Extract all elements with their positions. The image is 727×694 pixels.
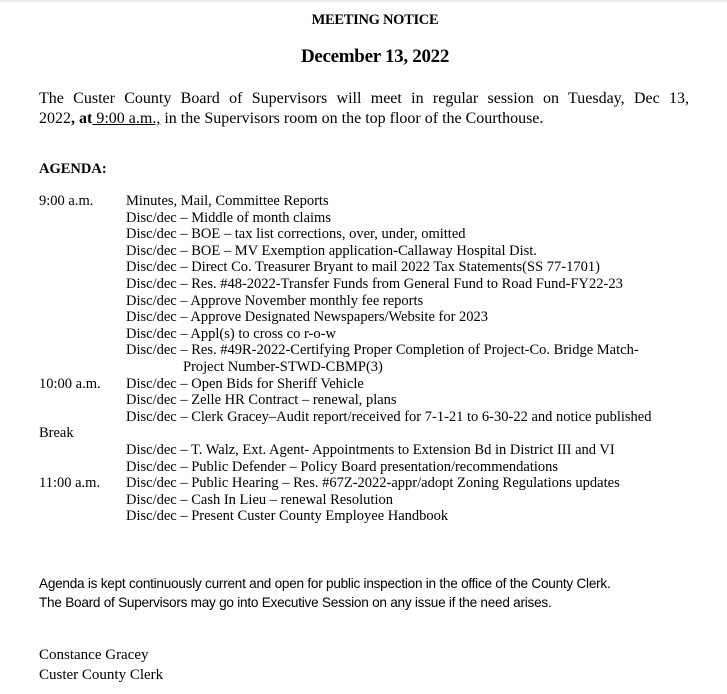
agenda-item: Disc/dec – Zelle HR Contract – renewal, plans xyxy=(126,392,397,409)
agenda-item: Disc/dec – Approve Designated Newspapers/Website for 2023 xyxy=(126,309,489,326)
agenda-item: Disc/dec – Direct Co. Treasurer Bryant to mail 2022 Tax Statements(SS 77-1701) xyxy=(126,259,600,276)
agenda-time: 11:00 a.m. xyxy=(39,475,101,492)
signature-title: Custer County Clerk xyxy=(39,667,164,683)
agenda-row xyxy=(39,425,719,442)
intro-location: in the Supervisors room on the top floor of the Courthouse. xyxy=(160,110,544,127)
signature-name: Constance Gracey xyxy=(39,647,149,663)
agenda-row xyxy=(39,342,719,359)
agenda-item: Disc/dec – Cash In Lieu – renewal Resolution xyxy=(126,491,393,508)
agenda-row xyxy=(39,259,719,276)
agenda-item: Disc/dec – Approve November monthly fee reports xyxy=(126,292,424,309)
agenda-item: Disc/dec – Open Bids for Sheriff Vehicle xyxy=(126,375,364,392)
agenda-item: Disc/dec – BOE – tax list corrections, over, under, omitted xyxy=(126,226,466,243)
agenda-item: Disc/dec – Appl(s) to cross co r-o-w xyxy=(126,325,336,342)
intro-time-underlined: 9:00 a.m., xyxy=(92,110,161,127)
agenda-row xyxy=(39,309,719,326)
agenda-row xyxy=(39,193,719,210)
agenda-item: Disc/dec – T. Walz, Ext. Agent- Appointments to Extension Bd in District III and VI xyxy=(126,441,615,458)
page-top-edge xyxy=(0,0,727,3)
notice-title: MEETING NOTICE xyxy=(311,12,439,28)
agenda-item: Disc/dec – Present Custer County Employee Handbook xyxy=(126,508,449,525)
intro-line-1: The Custer County Board of Supervisors will meet in regular session on Tuesday, Dec 13, xyxy=(39,90,689,107)
agenda-row xyxy=(39,508,719,525)
agenda-row xyxy=(39,376,719,393)
agenda-row xyxy=(39,459,719,476)
agenda-item: Disc/dec – Res. #48-2022-Transfer Funds from General Fund to Road Fund-FY22-23 xyxy=(126,275,623,292)
agenda-time: Break xyxy=(39,425,74,442)
footer-note-line-1: Agenda is kept continuously current and open for public inspection in the office of the County Clerk. xyxy=(39,576,611,591)
intro-at-bold: , at xyxy=(71,110,93,127)
agenda-item: Disc/dec – Public Defender – Policy Board presentation/recommendations xyxy=(126,458,559,475)
agenda-item: Project Number-STWD-CBMP(3) xyxy=(183,358,383,375)
agenda-row xyxy=(39,226,719,243)
agenda-item: Disc/dec – Public Hearing – Res. #67Z-2022-appr/adopt Zoning Regulations updates xyxy=(126,475,620,492)
signature-block xyxy=(39,645,163,685)
agenda-row xyxy=(39,210,719,227)
agenda-row xyxy=(39,276,719,293)
footer-note-line-2: The Board of Supervisors may go into Executive Session on any issue if the need arises. xyxy=(39,595,552,610)
agenda-row xyxy=(39,293,719,310)
agenda-item: Disc/dec – Middle of month claims xyxy=(126,209,331,226)
agenda-row xyxy=(39,442,719,459)
agenda-row xyxy=(39,475,719,492)
intro-year: 2022 xyxy=(39,110,71,127)
agenda-heading: AGENDA: xyxy=(39,161,107,177)
agenda-item: Disc/dec – BOE – MV Exemption application-Callaway Hospital Dist. xyxy=(126,242,537,259)
agenda-row xyxy=(39,409,719,426)
agenda-list xyxy=(39,193,719,525)
intro-paragraph xyxy=(39,89,689,129)
meeting-date-title: December 13, 2022 xyxy=(300,46,450,67)
agenda-row xyxy=(39,326,719,343)
footer-note xyxy=(39,574,719,612)
agenda-item: Disc/dec – Clerk Gracey–Audit report/received for 7-1-21 to 6-30-22 and notice published xyxy=(126,408,652,425)
agenda-item: Disc/dec – Res. #49R-2022-Certifying Proper Completion of Project-Co. Bridge Match- xyxy=(126,342,639,359)
agenda-row xyxy=(39,243,719,260)
agenda-time: 9:00 a.m. xyxy=(39,193,94,209)
agenda-row xyxy=(39,392,719,409)
agenda-row xyxy=(39,359,719,376)
agenda-item: Minutes, Mail, Committee Reports xyxy=(126,193,329,209)
agenda-time: 10:00 a.m. xyxy=(39,375,101,392)
agenda-row xyxy=(39,492,719,509)
